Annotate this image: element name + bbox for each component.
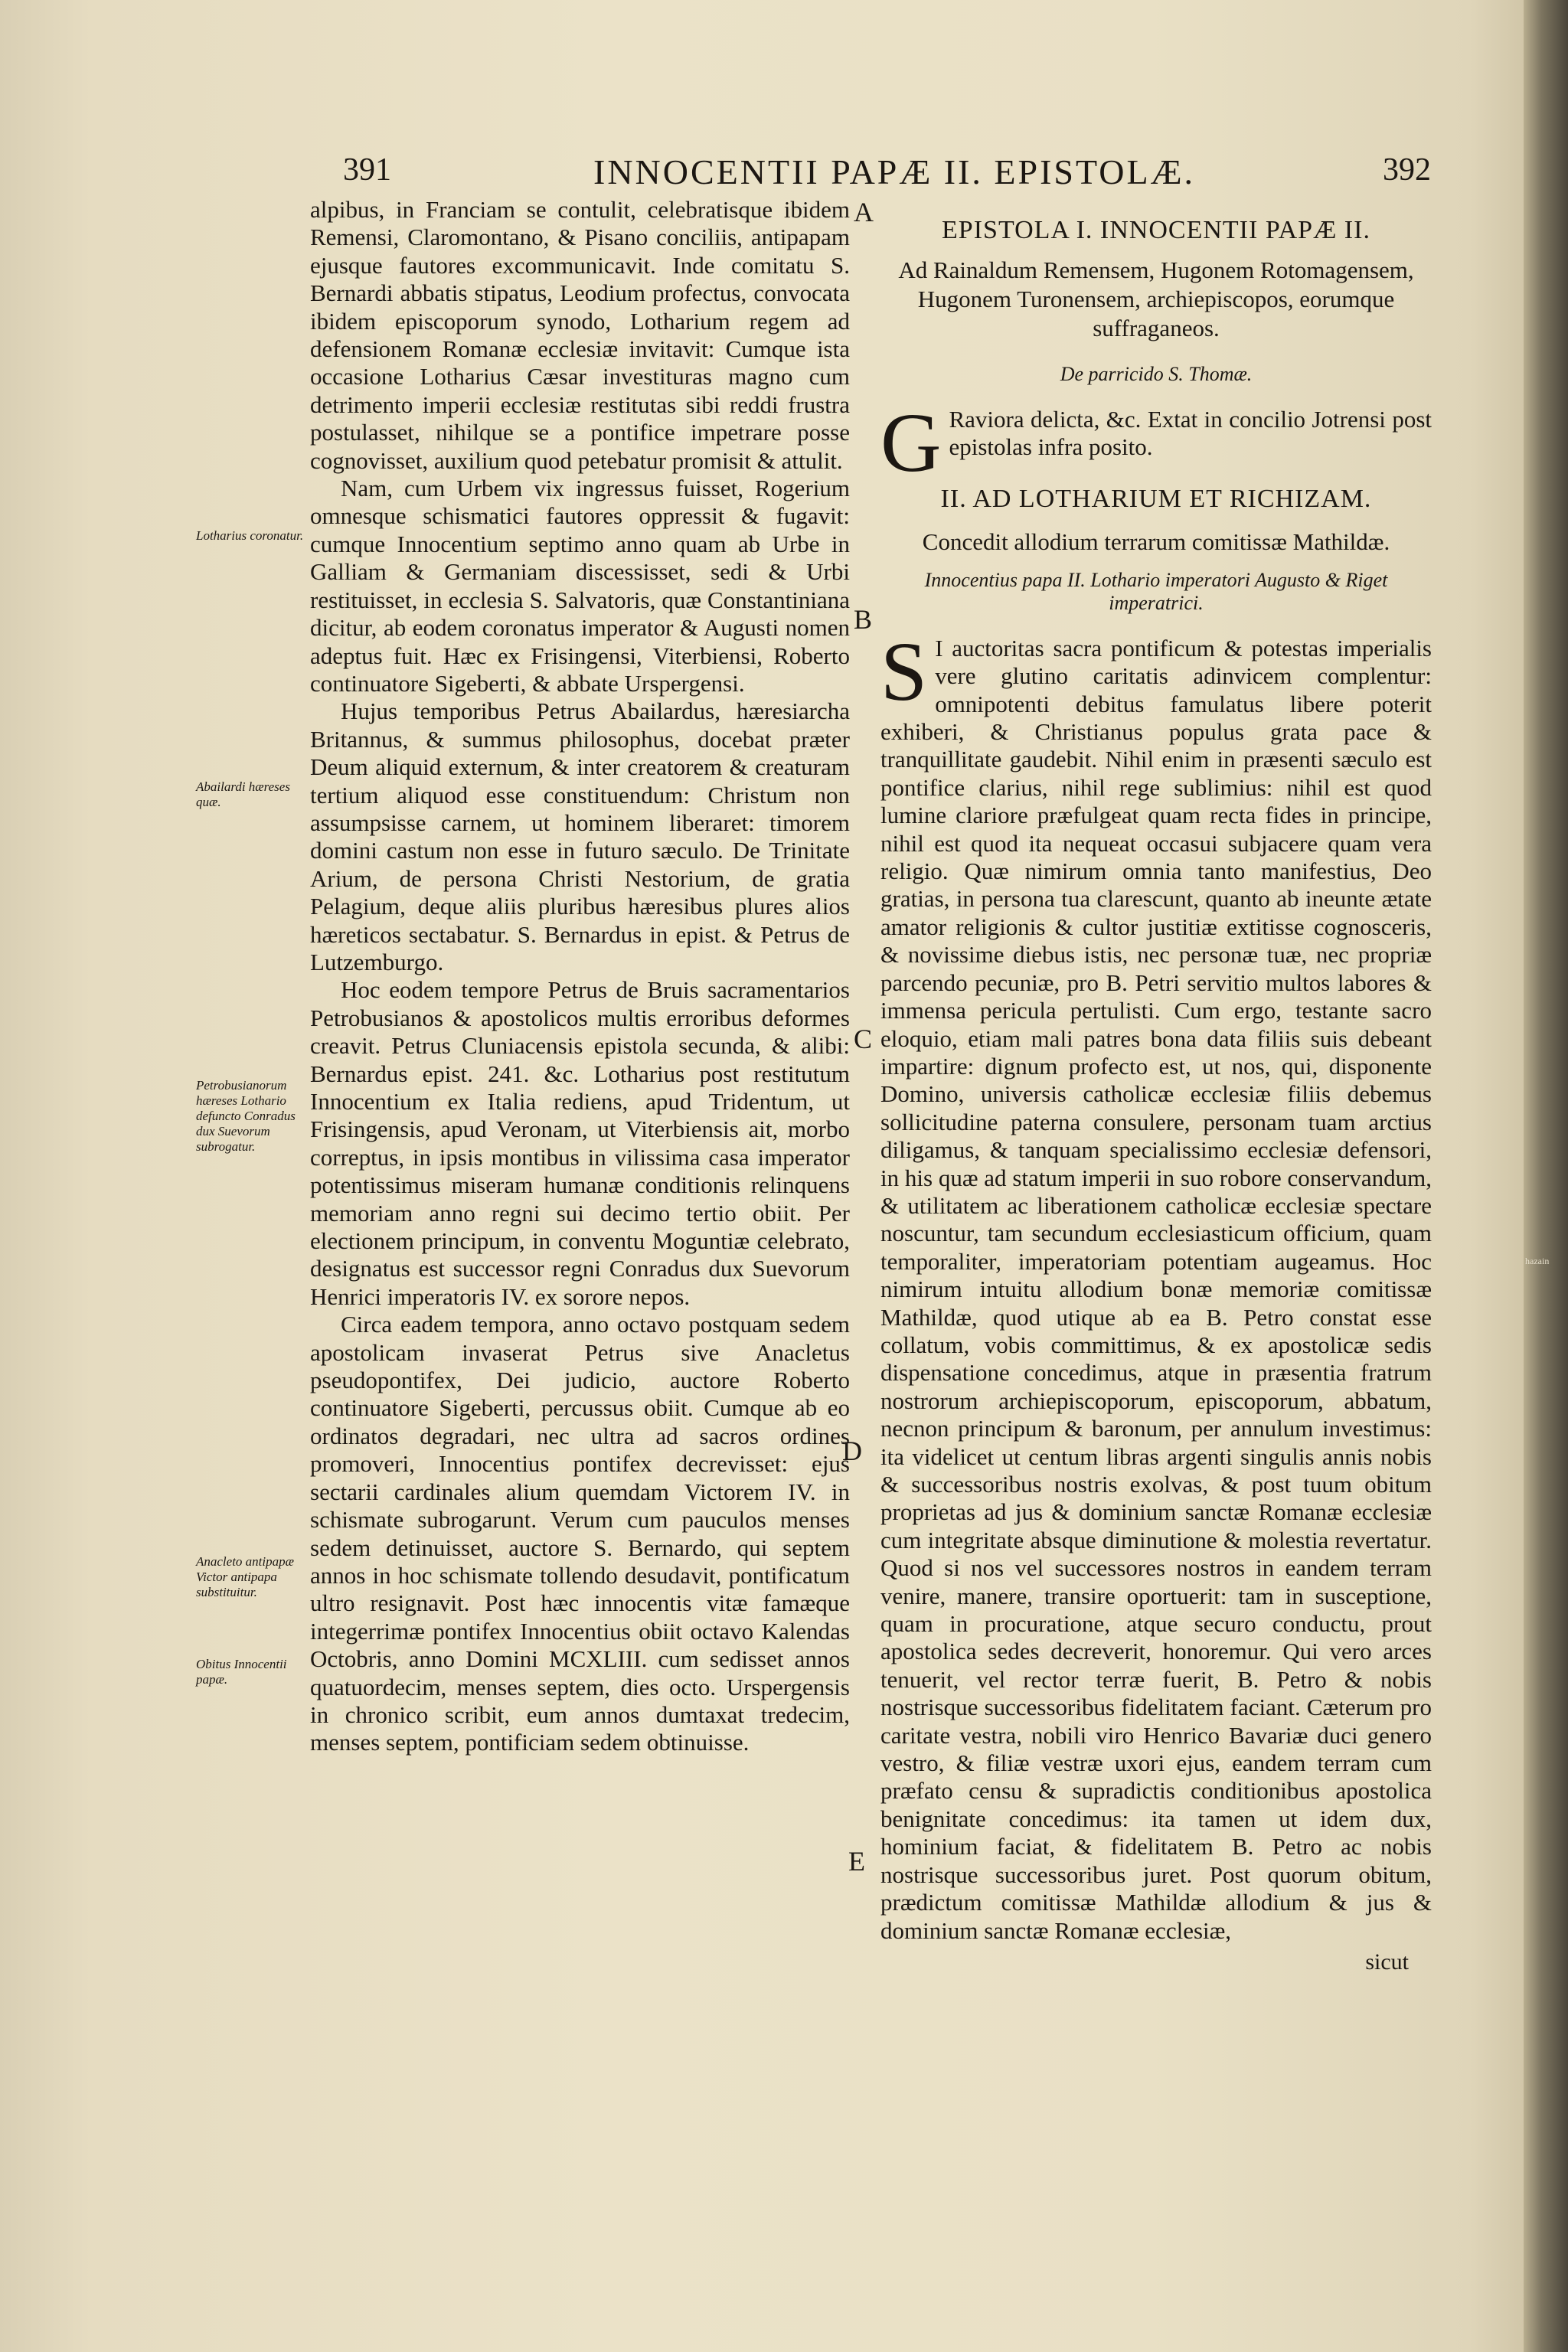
epistle-title: II. AD LOTHARIUM ET RICHIZAM. <box>940 484 1372 513</box>
epistle-body: Raviora delicta, &c. Extat in concilio Jotrensi post epistolas infra posito. <box>949 406 1432 461</box>
section-marker: E <box>848 1846 865 1877</box>
section-marker: D <box>842 1436 862 1466</box>
right-column <box>880 196 1432 1975</box>
epistle-subtitle: De parricido S. Thomæ. <box>1060 363 1253 385</box>
epistle-body: I auctoritas sacra pontificum & potestas imperialis vere glutino caritatis adinvicem complentur: omnipotenti debitus famulatus libere poterit exhiberi, & Christianus populus grata pace & tranquillitate gaudebit. Nihil enim in præsenti sæculo est pontifice clarius, nihil rege sublimius: nihil est quod lumine clariore præfulgeat quam recta fides in principe, nihil est quod ita nequeat occasui subjacere quam vera religio. Quæ nimirum omnia tanto manifestius, Deo gratias, in persona tua clarescunt, quanto ab ineunte ætate amator religionis & cultor justitiæ extitisse cognosceris, & novissime diebus istis, nec personæ tuæ, nec propriæ parcendo pecuniæ, pro B. Petri servitio multos labores & immensa pericula pertulisti. Cum ergo, testante sacro eloquio, etiam mali patres bona data filiis suis debeant impartire: dignum profecto est, ut nos, qui, disponente Domino, universis catholicæ ecclesiæ filiis debemus sollicitudine paterna consulere, personam tuam arctius diligamus, & tanquam specialissimo ecclesiæ defensori, in his quæ ad statum imperii in suo robore conservandum, & utilitatem ac liberationem catholicæ ecclesiæ spectare noscuntur, tam secundum ecclesiasticum officium, quam temporaliter, imperatoriam potentiam augeamus. Hoc nimirum intuitu allodium bonæ memoriæ comitissæ Mathildæ, quod utique ab ea B. Petro constat esse collatum, vobis committimus, & ex apostolicæ sedis dispensatione concedimus, atque in præsentia fratrum nostrorum archiepiscoporum, episcoporum, abbatum, necnon principum & baronum, per annulum investimus: ita videlicet ut centum libras argenti singulis annis nobis & successoribus nostris exolvas, & post tuum obitum proprietas ad jus & dominium sanctæ Romanæ ecclesiæ cum integritate absque diminutione & molestia revertatur. Quod si nos vel successores nostros in eandem terram venire, manere, transire oportuerit: tam in susceptione, quam in procuratione, atque securo conductu, prout apostolica sedes decreverit, honoremur. Qui vero arces tenuerit, vel rector terræ fuerit, B. Petro & nobis nostrisque successoribus fidelitatem faciant. Cæterum pro caritate vestra, nobili viro Henrico Bavariæ duci genero vestro, & filiæ vestræ uxori ejus, eandem terram cum præfato censu & supradictis conditionibus apostolica benignitate concedimus: ita tamen ut idem dux, hominium faciat, & fidelitatem B. Petro ac nobis nostrisque successoribus juret. Post quorum obitum, prædictum comitissæ Mathildæ allodium & jus & dominium sanctæ Romanæ ecclesiæ, <box>880 634 1432 1944</box>
catchword: sicut <box>1365 1949 1409 1975</box>
section-marker: A <box>854 197 874 227</box>
epistle-text <box>880 396 1432 489</box>
epistle-title: EPISTOLA I. INNOCENTII PAPÆ II. <box>942 216 1370 244</box>
paragraph: Hoc eodem tempore Petrus de Bruis sacramentarios Petrobusianos & apostolicos multis erroribus deformes creavit. Petrus Cluniacensis epistola secunda, & alibi: Bernardus epist. 241. &c. Lotharius post restitutum Innocentium ex Italia rediens, apud Tridentum, ut Frisingensis, apud Veronam, ut Viterbiensis ait, morbo correptus, in ipsis montibus in vilissima casa imperator potentissimus miseram humanæ conditionis relinquens memoriam anno regni sui decimo tertio obiit. Per electionem principum, in conventu Moguntiæ celebrato, designatus est successor regni Conradus dux Suevorum Henrici imperatoris IV. ex sorore nepos. <box>310 976 850 1310</box>
epistle-address: Ad Rainaldum Remensem, Hugonem Rotomagensem, Hugonem Turonensem, archiepiscopos, eorumque suffraganeos. <box>898 256 1414 341</box>
paragraph: alpibus, in Franciam se contulit, celebratisque ibidem Remensi, Claromontano, & Pisano conciliis, antipapam ejusque fautores excommunicavit. Inde comitatu S. Bernardi abbatis stipatus, Leodium profectus, convocata ibidem episcoporum synodo, Lotharium regem ad defensionem Romanæ ecclesiæ invitavit: Cumque ista occasione Lotharius Cæsar investituras magno cum detrimento imperii ecclesiæ restitutas sibi reddi frustra postulasset, nihilque se a pontifice impetrare posse cognovisset, auxilium quod petebatur promisit & attulit. <box>310 196 850 474</box>
margin-note: Lotharius coronatur. <box>196 528 304 543</box>
epistle-summary: Concedit allodium terrarum comitissæ Mathildæ. <box>922 528 1390 555</box>
margin-note: Abailardi hæreses quæ. <box>196 779 290 809</box>
margin-note: Anacleto antipapæ Victor antipapa substituitur. <box>196 1554 294 1599</box>
epistle-text <box>880 624 1432 1945</box>
page-gutter-edge <box>1524 0 1568 2352</box>
paragraph: Nam, cum Urbem vix ingressus fuisset, Rogerium omnesque schismatici fautores oppressit & fugavit: cumque Innocentium septimo anno quam ab Urbe in Galliam & Germaniam discessisset, sedi & Urbi restituisset, in ecclesia S. Salvatoris, quæ Constantiniana dicitur, ab eodem coronatus imperator & Augusti nomen adeptus fuit. Hæc ex Frisingensi, Viterbiensi, Roberto continuatore Sigeberti, & abbate Urspergensi. <box>310 475 850 697</box>
epistle-salutation: Innocentius papa II. Lothario imperatori Augusto & Riget imperatrici. <box>924 568 1388 614</box>
margin-note: Petrobusianorum hæreses Lothario defuncto Conradus dux Suevorum subrogatur. <box>196 1078 296 1154</box>
drop-cap: S <box>880 624 928 718</box>
paragraph: Hujus temporibus Petrus Abailardus, hæresiarcha Britannus, & summus philosophus, docebat præter Deum aliquid externum, & inter creatorem & creaturam tertium aliquod esse constituendum: Christum non assumpsisse carnem, ut hominem liberaret: timorem domini castum non esse in futuro sæculo. De Trinitate Arium, de persona Christi Nestorium, de gratia Pelagium, deque aliis pluribus hæresibus plures alios hæreticos sectabatur. S. Bernardus in epist. & Petrus de Lutzemburgo. <box>310 697 850 975</box>
page-number-right: 392 <box>1383 152 1431 188</box>
page-number-left: 391 <box>343 152 391 188</box>
paragraph: Circa eadem tempora, anno octavo postquam sedem apostolicam invaserat Petrus sive Anacletus pseudopontifex, Dei judicio, auctore Roberto continuatore Sigeberti, percussus obiit. Cumque ab eo ordinatos degradari, nec ultra ad sacros ordines promoveri, Innocentius pontifex decrevisset: ejus sectarii cardinales alium quemdam Victorem IV. in schismate subrogarunt. Verum cum pauculos menses sedem detinuisset, auctore S. Bernardo, qui septem annos in hoc schismate tollendo desudavit, pontificatum ultro resignavit. Post hæc innocentis vitæ famæque integerrimæ pontifex Innocentius obiit octavo Kalendas Octobris, anno Domini MCXLIII. cum sedisset annos quatuordecim, menses septem, dies octo. Urspergensis in chronico scribit, eum annos dumtaxat tredecim, menses septem, pontificiam sedem obtinuisse. <box>310 1311 850 1756</box>
margin-note: Obitus Innocentii papæ. <box>196 1657 287 1687</box>
left-column <box>310 196 850 1757</box>
drop-cap: G <box>880 396 942 489</box>
section-marker: C <box>854 1024 873 1054</box>
section-marker: B <box>854 604 873 635</box>
edge-scrap-text: hazain <box>1525 1256 1550 1266</box>
running-title: INNOCENTII PAPÆ II. EPISTOLÆ. <box>593 152 1195 191</box>
